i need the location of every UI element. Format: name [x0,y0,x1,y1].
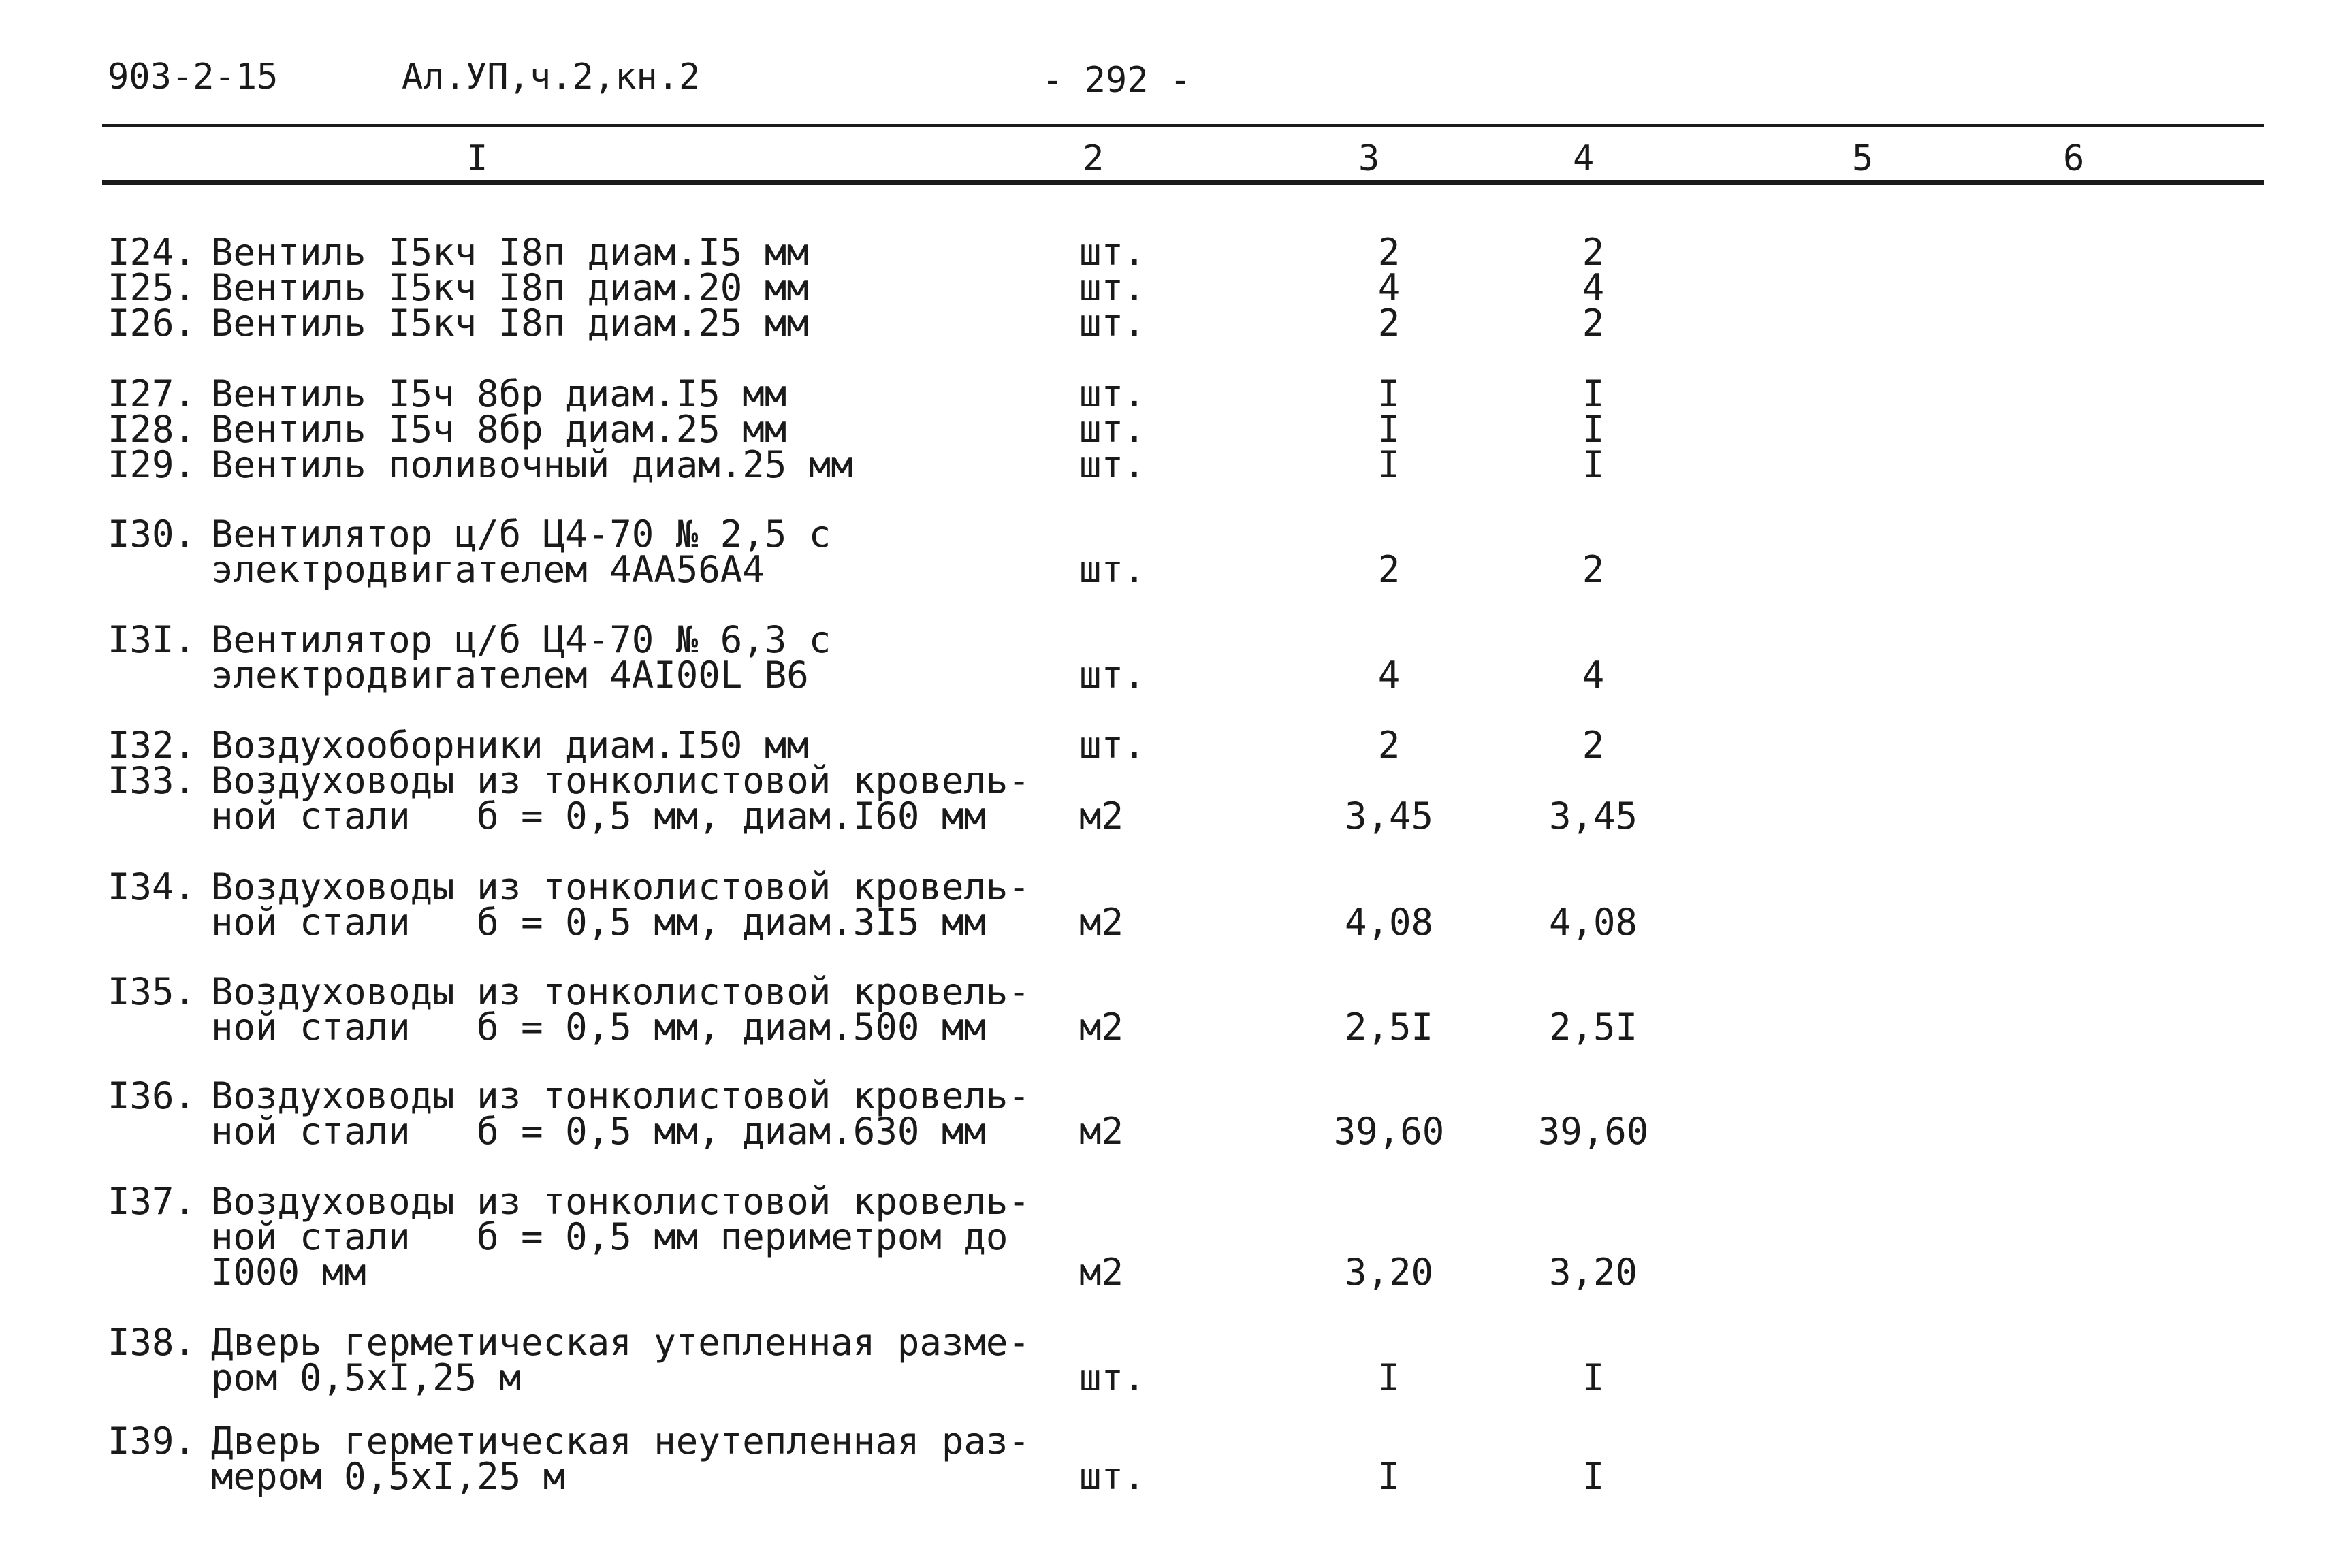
item-quantity-col3: 2 [1377,231,1401,274]
item-quantity-col4: 2 [1582,231,1605,274]
item-number: I34. [108,865,197,908]
item-number: I25. [108,266,197,309]
item-unit: м2 [1079,1006,1124,1049]
item-description-line: Вентиль I5ч 8бр диам.25 мм [211,408,787,451]
item-unit: м2 [1079,901,1124,944]
item-unit: шт. [1079,408,1146,451]
item-description-line: Дверь герметическая неутепленная раз- [211,1420,1030,1462]
item-quantity-col3: 2 [1377,724,1401,767]
item-description-line: ром 0,5хI,25 м [211,1356,522,1399]
item-description-line: ной стали б = 0,5 мм, диам.3I5 мм [211,901,986,944]
item-number: I39. [108,1420,197,1462]
item-number: I3I. [108,618,197,661]
item-unit: м2 [1079,1251,1124,1294]
item-description-line: Вентиль поливочный диам.25 мм [211,443,853,486]
item-description-line: I000 мм [211,1251,366,1294]
item-description-line: ной стали б = 0,5 мм, диам.630 мм [211,1110,986,1153]
item-unit: шт. [1079,1455,1146,1498]
item-description-line: Вентиль I5ч 8бр диам.I5 мм [211,372,787,415]
item-quantity-col3: 2 [1377,302,1401,345]
album-reference: Ал.УП,ч.2,кн.2 [402,57,701,97]
item-description-line: Вентиль I5кч I8п диам.20 мм [211,266,809,309]
item-quantity-col3: 3,20 [1344,1251,1434,1294]
item-number: I32. [108,724,197,767]
item-description-line: Воздуховоды из тонколистовой кровель- [211,1180,1030,1223]
item-quantity-col3: 4 [1377,266,1401,309]
item-quantity-col4: 3,20 [1548,1251,1638,1294]
item-unit: шт. [1079,724,1146,767]
item-description-line: Вентилятор ц/б Ц4-70 № 2,5 с [211,513,831,556]
item-number: I26. [108,302,197,345]
item-description-line: Воздуховоды из тонколистовой кровель- [211,1074,1030,1117]
item-quantity-col3: 4,08 [1344,901,1434,944]
item-quantity-col4: 4 [1582,266,1605,309]
item-quantity-col3: I [1377,408,1401,451]
column-number-1: I [466,138,488,179]
item-description-line: Вентилятор ц/б Ц4-70 № 6,3 с [211,618,831,661]
column-number-6: 6 [2063,138,2085,179]
item-description-line: электродвигателем 4АА56А4 [211,548,765,591]
item-number: I27. [108,372,197,415]
item-description-line: Воздуховоды из тонколистовой кровель- [211,759,1030,802]
item-number: I38. [108,1321,197,1364]
item-description-line: Дверь герметическая утепленная разме- [211,1321,1030,1364]
item-quantity-col4: I [1582,408,1605,451]
item-quantity-col3: 39,60 [1333,1110,1445,1153]
item-unit: шт. [1079,654,1146,697]
item-number: I33. [108,759,197,802]
item-quantity-col4: 4 [1582,654,1605,697]
item-quantity-col4: 2 [1582,548,1605,591]
item-quantity-col4: I [1582,1356,1605,1399]
item-number: I24. [108,231,197,274]
item-unit: шт. [1079,443,1146,486]
item-quantity-col3: I [1377,1455,1401,1498]
item-unit: шт. [1079,1356,1146,1399]
item-number: I30. [108,513,197,556]
item-number: I36. [108,1074,197,1117]
item-unit: м2 [1079,1110,1124,1153]
item-quantity-col4: 2,5I [1548,1006,1638,1049]
item-quantity-col3: I [1377,372,1401,415]
item-unit: шт. [1079,231,1146,274]
item-description-line: Вентиль I5кч I8п диам.I5 мм [211,231,809,274]
item-description-line: электродвигателем 4АI00L В6 [211,654,809,697]
header-rule-top [102,124,2264,127]
item-quantity-col3: I [1377,1356,1401,1399]
item-quantity-col3: I [1377,443,1401,486]
item-quantity-col4: 3,45 [1548,795,1638,837]
item-quantity-col4: I [1582,443,1605,486]
column-number-5: 5 [1852,138,1874,179]
item-unit: шт. [1079,266,1146,309]
item-description-line: Вентиль I5кч I8п диам.25 мм [211,302,809,345]
item-unit: м2 [1079,795,1124,837]
item-quantity-col4: 39,60 [1537,1110,1649,1153]
item-number: I28. [108,408,197,451]
item-unit: шт. [1079,302,1146,345]
column-number-3: 3 [1358,138,1380,179]
item-quantity-col4: I [1582,372,1605,415]
item-description-line: мером 0,5хI,25 м [211,1455,566,1498]
item-unit: шт. [1079,548,1146,591]
item-description-line: ной стали б = 0,5 мм, диам.500 мм [211,1006,986,1049]
doc-code: 903-2-15 [108,57,278,97]
item-quantity-col4: 2 [1582,724,1605,767]
item-quantity-col4: 4,08 [1548,901,1638,944]
item-number: I35. [108,970,197,1013]
page-number: - 292 - [1042,60,1192,101]
item-description-line: ной стали б = 0,5 мм, диам.I60 мм [211,795,986,837]
column-number-2: 2 [1083,138,1104,179]
item-number: I37. [108,1180,197,1223]
item-quantity-col3: 2 [1377,548,1401,591]
column-number-4: 4 [1573,138,1595,179]
item-description-line: Воздуховоды из тонколистовой кровель- [211,970,1030,1013]
item-unit: шт. [1079,372,1146,415]
item-quantity-col4: I [1582,1455,1605,1498]
item-description-line: ной стали б = 0,5 мм периметром до [211,1215,1008,1258]
header-rule-bottom [102,180,2264,185]
item-quantity-col4: 2 [1582,302,1605,345]
item-quantity-col3: 2,5I [1344,1006,1434,1049]
item-description-line: Воздуховоды из тонколистовой кровель- [211,865,1030,908]
item-description-line: Воздухооборники диам.I50 мм [211,724,809,767]
item-quantity-col3: 3,45 [1344,795,1434,837]
item-quantity-col3: 4 [1377,654,1401,697]
item-number: I29. [108,443,197,486]
